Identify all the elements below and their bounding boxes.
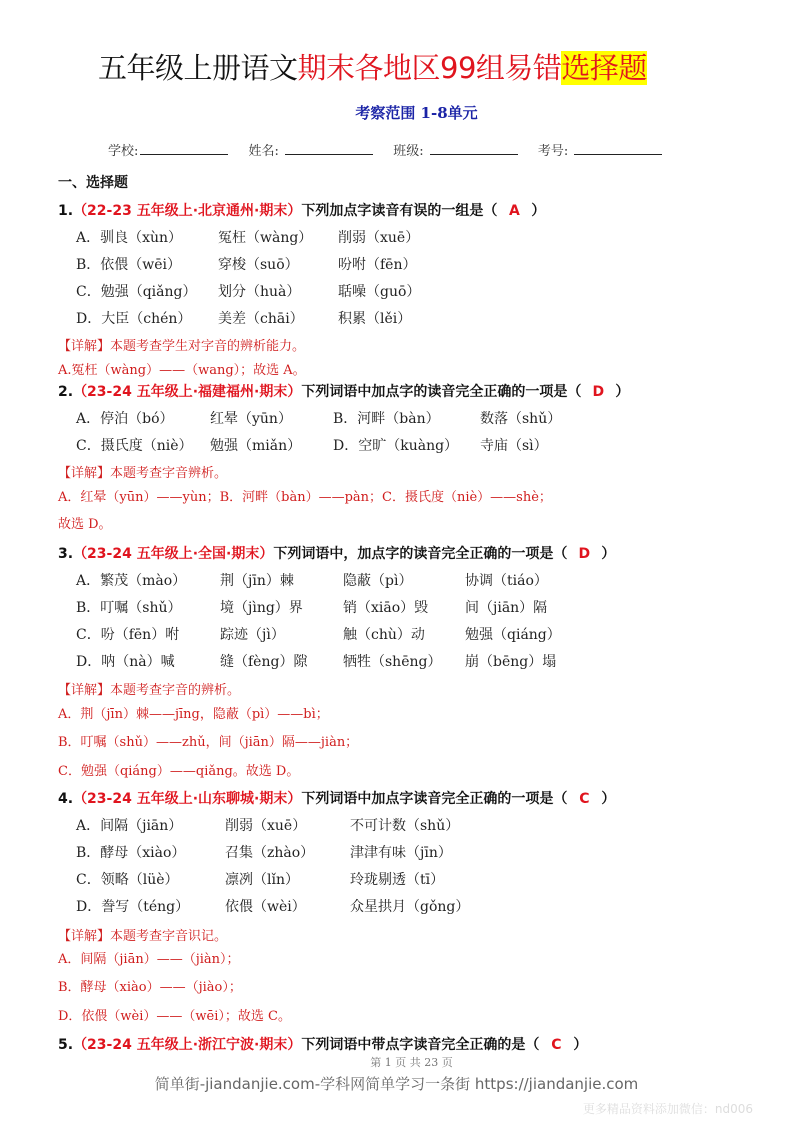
option-item: C．摄氏度（niè） [76,438,193,454]
option-row [76,624,569,644]
question-source: （23-24 五年级上·山东聊城·期末） [73,791,302,807]
option-item: 牺牲（shēng） [343,654,442,670]
question-source: （22-23 五年级上·北京通州·期末） [73,203,302,219]
option-item: B．叮嘱（shǔ） [76,600,182,616]
explanation-line: 【详解】本题考查学生对字音的辨析能力。 [58,339,306,354]
page-number: 第 1 页 共 23 页 [370,1056,453,1069]
option-item: 红晕（yūn） [210,411,292,427]
explanation-line: C．勉强（qiáng）——qiǎng。故选 D。 [58,764,300,779]
close-paren: ） [573,1037,588,1053]
option-item: 积累（lěi） [338,311,412,327]
option-item: 依偎（wèi） [225,899,306,915]
question-stem [58,788,615,808]
title-highlight: 选择题 [561,51,647,85]
title-black: 五年级上册语文 [98,51,298,85]
option-item: 销（xiāo）毁 [343,600,429,616]
option-item: 间（jiān）隔 [465,600,548,616]
option-item: 隐蔽（pì） [343,573,413,589]
question-number: 3. [58,546,74,562]
question-stem [58,543,615,563]
option-row [76,651,564,671]
option-item: 勉强（miǎn） [210,438,302,454]
close-paren: ） [601,546,616,562]
question-text: 下列词语中加点字读音完全正确的一项是（ [301,791,568,807]
class-blank[interactable] [430,141,518,155]
option-item: C．勉强（qiǎng） [76,284,197,300]
option-item: 玲珑剔透（tī） [350,872,445,888]
question-text: 下列词语中带点字读音完全正确的是（ [301,1037,540,1053]
option-item: 凛冽（lǐn） [225,872,299,888]
section-title: 一、选择题 [58,175,128,191]
option-item: 冤枉（wàng） [218,230,313,246]
option-item: 协调（tiáo） [465,573,548,589]
option-item: 踪迹（jì） [220,627,285,643]
option-row [76,815,467,835]
option-item: 寺庙（sì） [480,438,548,454]
close-paren: ） [615,384,630,400]
option-item: 吩咐（fēn） [338,257,417,273]
option-row [76,896,477,916]
explanation-line: 故选 D。 [58,517,112,532]
option-item: 触（chù）动 [343,627,425,643]
question-source: （23-24 五年级上·浙江宁波·期末） [73,1037,302,1053]
option-item: B．依偎（wēi） [76,257,182,273]
option-item: 不可计数（shǔ） [350,818,460,834]
school-blank[interactable] [140,141,228,155]
option-row [76,227,427,247]
question-text: 下列词语中加点字的读音完全正确的一项是（ [301,384,582,400]
option-item: 穿梭（suō） [218,257,299,273]
explanation-line: A.冤枉（wàng）——（wang）；故选 A。 [58,363,306,378]
option-item: A．间隔（jiān） [76,818,183,834]
subtitle: 考察范围 1-8单元 [355,104,478,122]
question-stem [58,381,629,401]
answer-letter: D [592,384,605,400]
question-stem [58,200,545,220]
option-row [76,281,428,301]
option-item: 聒噪（guō） [338,284,421,300]
name-blank[interactable] [285,141,373,155]
option-item: 津津有味（jīn） [350,845,452,861]
explanation-line: 【详解】本题考查字音的辨析。 [58,683,241,698]
answer-letter: D [578,546,591,562]
option-item: A．繁茂（mào） [76,573,187,589]
name-field[interactable] [249,140,374,159]
question-number: 4. [58,791,74,807]
option-item: C．吩（fēn）咐 [76,627,180,643]
option-row [76,570,556,590]
student-info-fields [108,140,678,159]
close-paren: ） [601,791,616,807]
question-number: 5. [58,1037,74,1053]
school-label: 学校: [108,144,139,159]
option-item: 削弱（xuē） [338,230,420,246]
answer-letter: A [508,203,520,219]
answer-letter: C [551,1037,562,1053]
question-number: 1. [58,203,74,219]
footer-watermark: 简单街-jiandanjie.com-学科网简单学习一条街 https://jiandanjie.com [154,1075,639,1093]
question-source: （23-24 五年级上·福建福州·期末） [73,384,302,400]
answer-letter: C [579,791,590,807]
question-text: 下列加点字读音有误的一组是（ [301,203,498,219]
document-title [98,46,647,87]
option-item: D．大臣（chén） [76,311,192,327]
close-paren: ） [531,203,546,219]
option-row [76,597,555,617]
corner-watermark: 更多精品资料添加微信：nd006 [582,1102,753,1116]
explanation-line: B．酵母（xiào）——（jiào）； [58,980,242,995]
explanation-line: 【详解】本题考查字音识记。 [58,929,228,944]
explanation-line: A．间隔（jiān）——（jiàn）； [58,952,240,967]
option-item: 众星拱月（gǒng） [350,899,470,915]
question-stem [58,1034,587,1054]
option-item: 召集（zhào） [225,845,315,861]
option-item: 勉强（qiáng） [465,627,561,643]
option-row [76,408,569,428]
explanation-line: D．依偎（wèi）——（wēi）；故选 C。 [58,1009,291,1024]
option-item: 缝（fèng）隙 [220,654,308,670]
exam-number-field[interactable] [538,140,663,159]
school-field[interactable] [108,140,228,159]
option-item: D．呐（nà）喊 [76,654,175,670]
option-row [76,842,460,862]
title-red: 期末各地区99组易错 [297,51,562,85]
option-item: 削弱（xuē） [225,818,307,834]
explanation-line: A．红晕（yūn）——yùn；B．河畔（bàn）——pàn；C．摄氏度（niè）——shè； [58,490,552,505]
question-text: 下列词语中，加点字的读音完全正确的一项是（ [273,546,568,562]
option-item: D．空旷（kuàng） [333,438,459,454]
option-row [76,254,424,274]
option-row [76,869,452,889]
option-item: C．领略（lüè） [76,872,179,888]
option-row [76,435,556,455]
name-label: 姓名: [248,144,279,159]
option-item: D．誊写（téng） [76,899,190,915]
exam-number-blank[interactable] [574,141,662,155]
option-item: 美差（chāi） [218,311,304,327]
class-label: 班级: [393,144,424,159]
option-item: A．驯良（xùn） [76,230,183,246]
class-field[interactable] [393,140,518,159]
option-item: 数落（shǔ） [480,411,562,427]
option-item: 划分（huà） [218,284,301,300]
explanation-line: B．叮嘱（shǔ）——zhǔ，间（jiān）隔——jiàn； [58,735,359,750]
exam-number-label: 考号: [537,144,569,159]
explanation-line: A．荆（jīn）棘——jīng，隐蔽（pì）——bì； [58,707,329,722]
option-item: 荆（jīn）棘 [220,573,294,589]
explanation-line: 【详解】本题考查字音辨析。 [58,466,228,481]
option-item: 境（jìng）界 [220,600,303,616]
option-row [76,308,419,328]
option-item: A．停泊（bó） [76,411,174,427]
option-item: B．河畔（bàn） [333,411,440,427]
question-source: （23-24 五年级上·全国·期末） [73,546,274,562]
option-item: 崩（bēng）塌 [465,654,557,670]
option-item: B．酵母（xiào） [76,845,186,861]
question-number: 2. [58,384,74,400]
